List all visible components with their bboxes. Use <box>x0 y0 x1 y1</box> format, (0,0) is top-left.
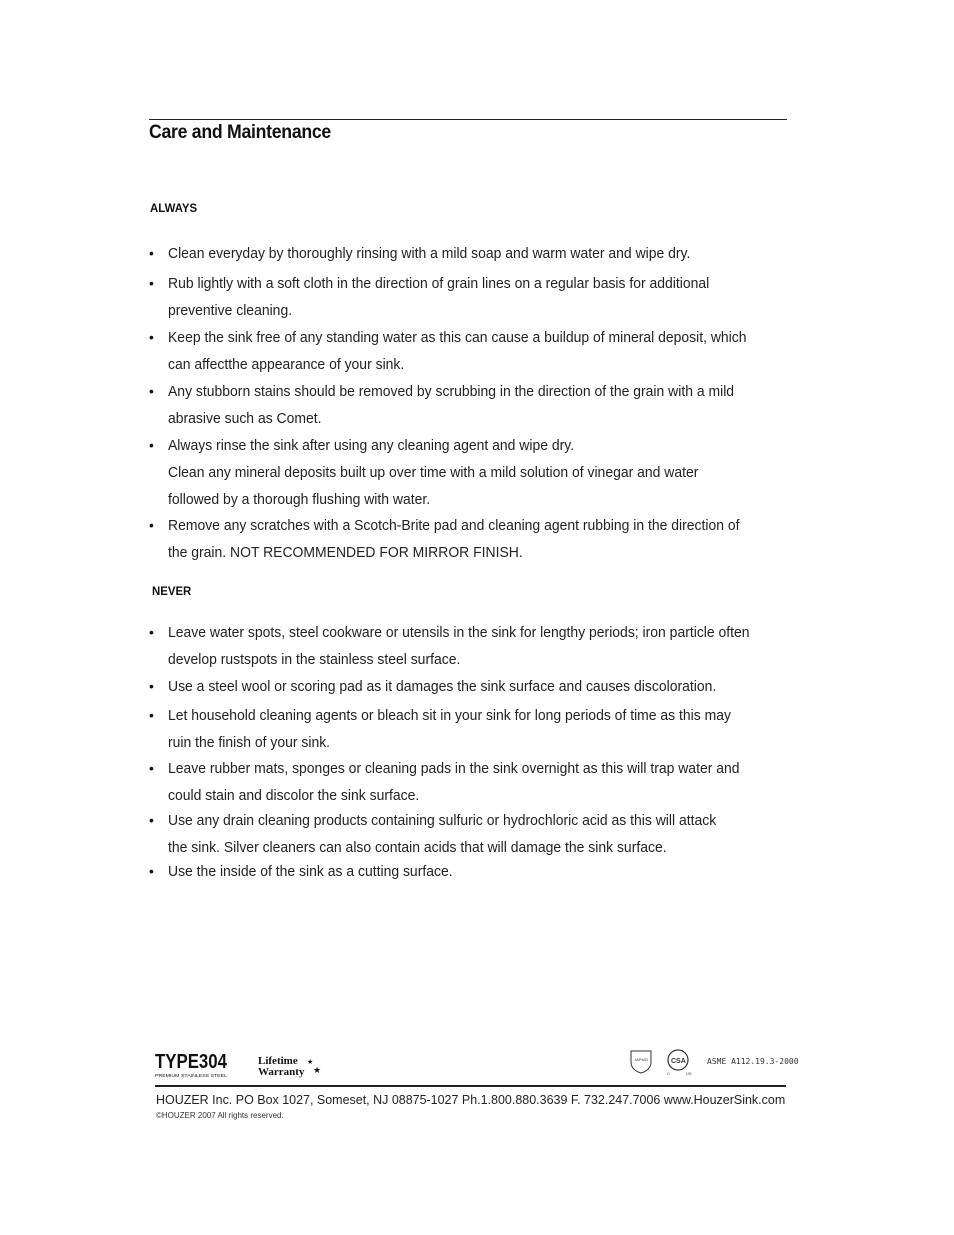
star-icon: ★ <box>313 1065 322 1075</box>
bullet-icon: • <box>149 383 154 399</box>
type304-logo-subtext: PREMIUM STAINLESS STEEL <box>155 1073 228 1078</box>
list-item-text: preventive cleaning. <box>168 302 293 319</box>
page-title: Care and Maintenance <box>149 122 331 143</box>
bullet-icon: • <box>149 329 154 345</box>
warranty-logo-line1: Lifetime <box>258 1055 298 1067</box>
list-item-text: Let household cleaning agents or bleach sit in your sink for long periods of time as this may <box>168 707 731 724</box>
bullet-icon: • <box>149 863 154 879</box>
csa-cert-c-text: C <box>667 1071 670 1076</box>
bullet-icon: • <box>149 812 154 828</box>
list-item-text: Rub lightly with a soft cloth in the direction of grain lines on a regular basis for additional <box>168 275 710 292</box>
list-item-text: can affectthe appearance of your sink. <box>168 356 405 373</box>
type304-logo-text: TYPE304 <box>155 1051 228 1073</box>
csa-cert-logo <box>666 1048 694 1076</box>
footer-rule <box>155 1085 786 1087</box>
section-heading-always: ALWAYS <box>150 201 198 215</box>
list-item-text: Use a steel wool or scoring pad as it damages the sink surface and causes discoloration. <box>168 678 717 695</box>
list-item-text: develop rustspots in the stainless steel surface. <box>168 651 461 668</box>
csa-cert-us-text: US <box>686 1071 692 1076</box>
list-item-text: Use the inside of the sink as a cutting surface. <box>168 863 453 880</box>
list-item-text: could stain and discolor the sink surface. <box>168 787 420 804</box>
list-item-text: Leave water spots, steel cookware or utensils in the sink for lengthy periods; iron particle often <box>168 624 750 641</box>
asme-standard: ASME A112.19.3-2000 <box>707 1057 799 1066</box>
warranty-logo-line2: Warranty <box>258 1066 305 1078</box>
footer-address: HOUZER Inc. PO Box 1027, Someset, NJ 08875-1027 Ph.1.800.880.3639 F. 732.247.7006 www.HouzerSink.com <box>156 1092 786 1107</box>
list-item-text: Clean any mineral deposits built up over time with a mild solution of vinegar and water <box>168 464 699 481</box>
type304-logo <box>155 1050 235 1080</box>
bullet-icon: • <box>149 245 154 261</box>
list-item-text: the grain. NOT RECOMMENDED FOR MIRROR FINISH. <box>168 544 523 561</box>
list-item-text: abrasive such as Comet. <box>168 410 322 427</box>
csa-cert-text: CSA <box>671 1058 686 1065</box>
bullet-icon: • <box>149 678 154 694</box>
lifetime-warranty-logo <box>257 1052 327 1080</box>
title-rule <box>149 119 787 120</box>
bullet-icon: • <box>149 760 154 776</box>
upc-cert-text: IAPMO <box>635 1057 648 1062</box>
footer-copyright: ©HOUZER 2007 All rights reserved. <box>156 1111 284 1120</box>
bullet-icon: • <box>149 437 154 453</box>
bullet-icon: • <box>149 707 154 723</box>
list-item-text: Clean everyday by thoroughly rinsing with a mild soap and warm water and wipe dry. <box>168 245 691 262</box>
list-item-text: ruin the finish of your sink. <box>168 734 331 751</box>
section-heading-never: NEVER <box>152 584 192 598</box>
list-item-text: Use any drain cleaning products containing sulfuric or hydrochloric acid as this will attack <box>168 812 717 829</box>
upc-cert-logo <box>628 1048 654 1074</box>
list-item-text: Any stubborn stains should be removed by scrubbing in the direction of the grain with a mild <box>168 383 735 400</box>
list-item-text: Leave rubber mats, sponges or cleaning pads in the sink overnight as this will trap water and <box>168 760 740 777</box>
list-item-text: followed by a thorough flushing with water. <box>168 491 431 508</box>
bullet-icon: • <box>149 624 154 640</box>
bullet-icon: • <box>149 517 154 533</box>
list-item-text: Remove any scratches with a Scotch-Brite pad and cleaning agent rubbing in the direction of <box>168 517 740 534</box>
star-icon: ★ <box>307 1059 314 1066</box>
list-item-text: Keep the sink free of any standing water as this can cause a buildup of mineral deposit, which <box>168 329 747 346</box>
list-item-text: the sink. Silver cleaners can also contain acids that will damage the sink surface. <box>168 839 667 856</box>
bullet-icon: • <box>149 275 154 291</box>
list-item-text: Always rinse the sink after using any cleaning agent and wipe dry. <box>168 437 575 454</box>
